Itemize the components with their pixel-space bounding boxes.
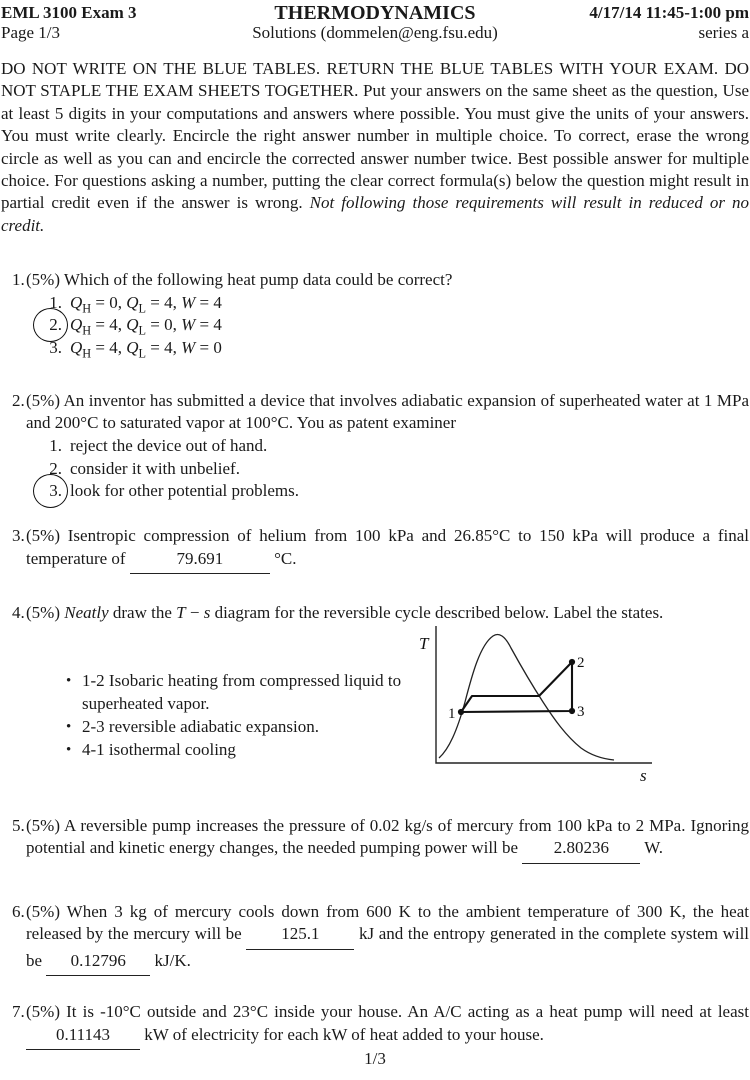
option-row — [26, 435, 749, 458]
question-6-unit: kJ/K. — [154, 950, 191, 970]
option-text: reject the device out of hand. — [70, 435, 268, 455]
list-item: • 4-1 isothermal cooling — [66, 739, 418, 762]
question-5-body — [26, 815, 749, 864]
question-7 — [1, 1001, 749, 1050]
option-label: 3. — [49, 338, 62, 358]
question-1-options — [26, 292, 749, 360]
exam-title: THERMODYNAMICS — [274, 2, 476, 24]
question-5-unit: W. — [644, 838, 664, 858]
answer-circle: 2. — [42, 314, 62, 337]
option-row — [26, 480, 749, 503]
question-2-number: 2. — [12, 391, 25, 411]
series-label: series a — [698, 23, 749, 42]
question-1-text: (5%) Which of the following heat pump data could be correct? — [26, 270, 453, 290]
question-1-number: 1. — [12, 270, 25, 290]
question-2-body — [26, 390, 749, 503]
question-6-text-2: kJ and the entropy generated in the complete system will be — [26, 924, 750, 970]
saturation-dome — [439, 635, 614, 761]
cycle-step-list — [66, 670, 418, 761]
question-5-number: 5. — [12, 816, 25, 836]
exam-header — [1, 3, 749, 43]
cycle-path — [461, 662, 572, 712]
page-indicator: Page 1/3 — [1, 23, 61, 42]
question-4-text: (5%) Neatly draw the T − s diagram for the reversible cycle described below. Label the states. — [26, 603, 664, 623]
exam-datetime: 4/17/14 11:45-1:00 pm — [589, 3, 749, 22]
question-7-unit: kW of electricity for each kW of heat added to your house. — [144, 1024, 544, 1044]
question-7-body — [26, 1001, 749, 1050]
course-title: EML 3100 Exam 3 — [1, 3, 137, 22]
question-6-number: 6. — [12, 901, 25, 921]
answer-circle: 3. — [42, 480, 62, 503]
state-label-1: 1 — [448, 706, 456, 723]
list-item: • 2-3 reversible adiabatic expansion. — [66, 716, 418, 739]
answer-blank: 125.1 — [246, 923, 354, 949]
answer-blank: 2.80236 — [522, 837, 640, 863]
question-5 — [1, 815, 749, 864]
question-2-options — [26, 435, 749, 503]
question-7-text: (5%) It is -10°C outside and 23°C inside your house. An A/C acting as a heat pump will need at least — [26, 1002, 749, 1022]
x-axis-label: s — [640, 766, 647, 786]
question-3-body — [26, 525, 749, 574]
bullet-icon: • — [66, 741, 72, 758]
question-7-number: 7. — [12, 1002, 25, 1022]
question-6-text: (5%) When 3 kg of mercury cools down from 600 K to the ambient temperature of 300 K, the heat released by the mercury will be — [26, 901, 749, 944]
question-3 — [1, 525, 749, 574]
option-label: 1. — [49, 292, 62, 312]
option-text: look for other potential problems. — [70, 481, 299, 501]
question-3-number: 3. — [12, 526, 25, 546]
option-row — [26, 292, 749, 315]
bullet-icon: • — [66, 673, 72, 690]
answer-blank: 0.12796 — [46, 950, 150, 976]
state-point-2 — [569, 659, 575, 665]
question-3-text: (5%) Isentropic compression of helium from 100 kPa and 26.85°C to 150 kPa will produce a final temperature of — [26, 526, 749, 568]
option-row — [26, 314, 749, 337]
option-row — [26, 337, 749, 360]
question-3-unit: °C. — [274, 548, 297, 568]
question-6 — [1, 901, 749, 976]
question-5-text: (5%) A reversible pump increases the pressure of 0.02 kg/s of mercury from 100 kPa to 2 MPa. Ignoring potential and kinetic energy changes, the needed pumping power will be — [26, 816, 749, 858]
question-1-body — [26, 269, 749, 360]
option-row — [26, 458, 749, 481]
list-item: • 1-2 Isobaric heating from compressed liquid to superheated vapor. — [66, 670, 418, 715]
question-1 — [1, 269, 749, 360]
question-6-body — [26, 901, 749, 976]
state-label-2: 2 — [577, 655, 585, 672]
question-4 — [1, 602, 749, 790]
solutions-contact: Solutions (dommelen@eng.fsu.edu) — [252, 23, 498, 42]
option-text: $Q_H = 4$, $Q_L = 4$, W = 0 — [70, 338, 222, 361]
answer-blank: 79.691 — [130, 548, 270, 574]
option-text: $Q_H = 0$, $Q_L = 4$, W = 4 — [70, 292, 222, 316]
page-footer: 1/3 — [364, 1049, 386, 1068]
axes — [436, 626, 652, 763]
question-4-number: 4. — [12, 603, 25, 623]
option-label: 1. — [49, 435, 62, 455]
ts-diagram — [414, 623, 664, 788]
state-label-3: 3 — [577, 704, 585, 721]
question-2-text: (5%) An inventor has submitted a device that involves adiabatic expansion of superheated water at 1 MPa and 200°C to saturated vapor at 100°C. You as patent examiner — [26, 391, 749, 433]
bullet-icon: • — [66, 718, 72, 735]
option-text: consider it with unbelief. — [70, 458, 240, 478]
answer-blank: 0.11143 — [26, 1024, 140, 1050]
question-2 — [1, 390, 749, 503]
exam-instructions: DO NOT WRITE ON THE BLUE TABLES. RETURN THE BLUE TABLES WITH YOUR EXAM. DO NOT STAPLE THE EXAM SHEETS TOGETHER. Put your answers on the same sheet as the question, Use at least 5 digits in your computations and answers where possible. You must give the units of your answers. You must write clearly. Encircle the right answer number in multiple choice. To correct, erase the wrong circle as well as you can and encircle the corrected answer number twice. Best possible answer for multiple choice. For questions asking a number, putting the clear correct formula(s) below the question might result in partial credit even if the answer is wrong. Not following those requirements will result in reduced or no credit. — [1, 59, 749, 235]
state-point-1 — [458, 709, 464, 715]
y-axis-label: T — [419, 634, 429, 654]
state-point-3 — [569, 708, 575, 714]
option-text: $Q_H = 4$, $Q_L = 0$, W = 4 — [70, 315, 222, 338]
option-label: 2. — [49, 458, 62, 478]
